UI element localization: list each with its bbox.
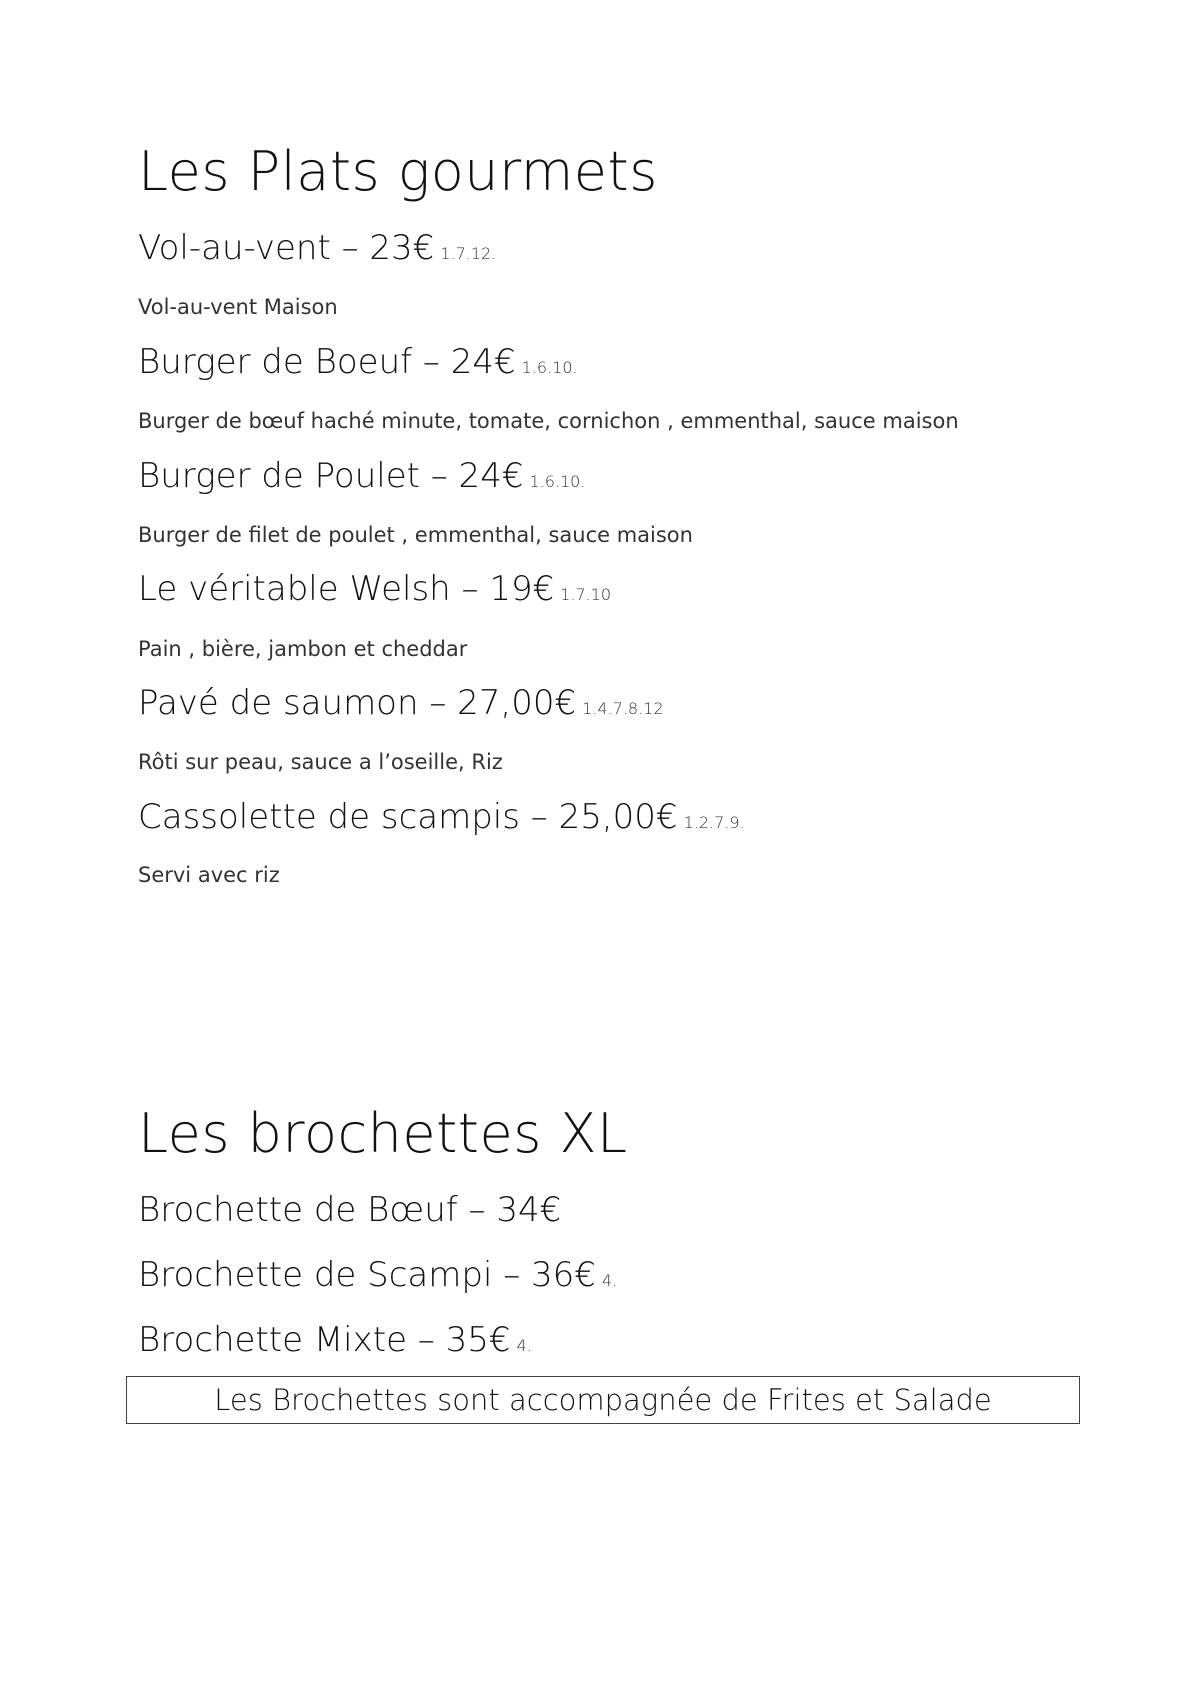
allergen-codes: 1.2.7.9.	[683, 813, 745, 832]
dish-description: Servi avec riz	[138, 863, 280, 887]
dish-description: Pain , bière, jambon et cheddar	[138, 637, 468, 661]
brochettes-note-box	[126, 1376, 1080, 1424]
dish-burger-poulet	[138, 456, 585, 496]
dish-name: Burger de Boeuf – 24€	[138, 342, 516, 382]
allergen-codes: 1.7.12.	[440, 244, 497, 263]
dish-name: Brochette Mixte – 35€	[138, 1320, 511, 1360]
allergen-codes: 4.	[601, 1271, 618, 1290]
dish-description: Burger de filet de poulet , emmenthal, sauce maison	[138, 523, 693, 547]
dish-pave-saumon	[138, 683, 664, 723]
allergen-codes: 1.7.10	[560, 585, 612, 604]
dish-name: Cassolette de scampis – 25,00€	[138, 797, 678, 837]
dish-brochette-boeuf	[138, 1190, 561, 1230]
dish-description: Burger de bœuf haché minute, tomate, cornichon , emmenthal, sauce maison	[138, 409, 959, 433]
dish-description: Rôti sur peau, sauce a l’oseille, Riz	[138, 750, 503, 774]
brochettes-note: Les Brochettes sont accompagnée de Frites et Salade	[214, 1383, 992, 1417]
dish-brochette-scampi	[138, 1255, 617, 1295]
dish-name: Brochette de Scampi – 36€	[138, 1255, 596, 1295]
dish-name: Le véritable Welsh – 19€	[138, 569, 555, 609]
section-title-brochettes: Les brochettes XL	[138, 1102, 628, 1165]
dish-description: Vol-au-vent Maison	[138, 295, 338, 319]
section-title-plats: Les Plats gourmets	[138, 140, 658, 203]
dish-name: Vol-au-vent – 23€	[138, 228, 435, 268]
dish-cassolette-scampis	[138, 797, 745, 837]
dish-brochette-mixte	[138, 1320, 532, 1360]
dish-name: Pavé de saumon – 27,00€	[138, 683, 577, 723]
allergen-codes: 4.	[516, 1336, 532, 1355]
dish-burger-boeuf	[138, 342, 578, 382]
dish-vol-au-vent	[138, 228, 496, 268]
dish-welsh	[138, 569, 611, 609]
allergen-codes: 1.4.7.8.12	[582, 699, 664, 718]
dish-name: Burger de Poulet – 24€	[138, 456, 524, 496]
allergen-codes: 1.6.10.	[521, 358, 578, 377]
allergen-codes: 1.6.10.	[529, 472, 586, 491]
dish-name: Brochette de Bœuf – 34€	[138, 1190, 562, 1230]
